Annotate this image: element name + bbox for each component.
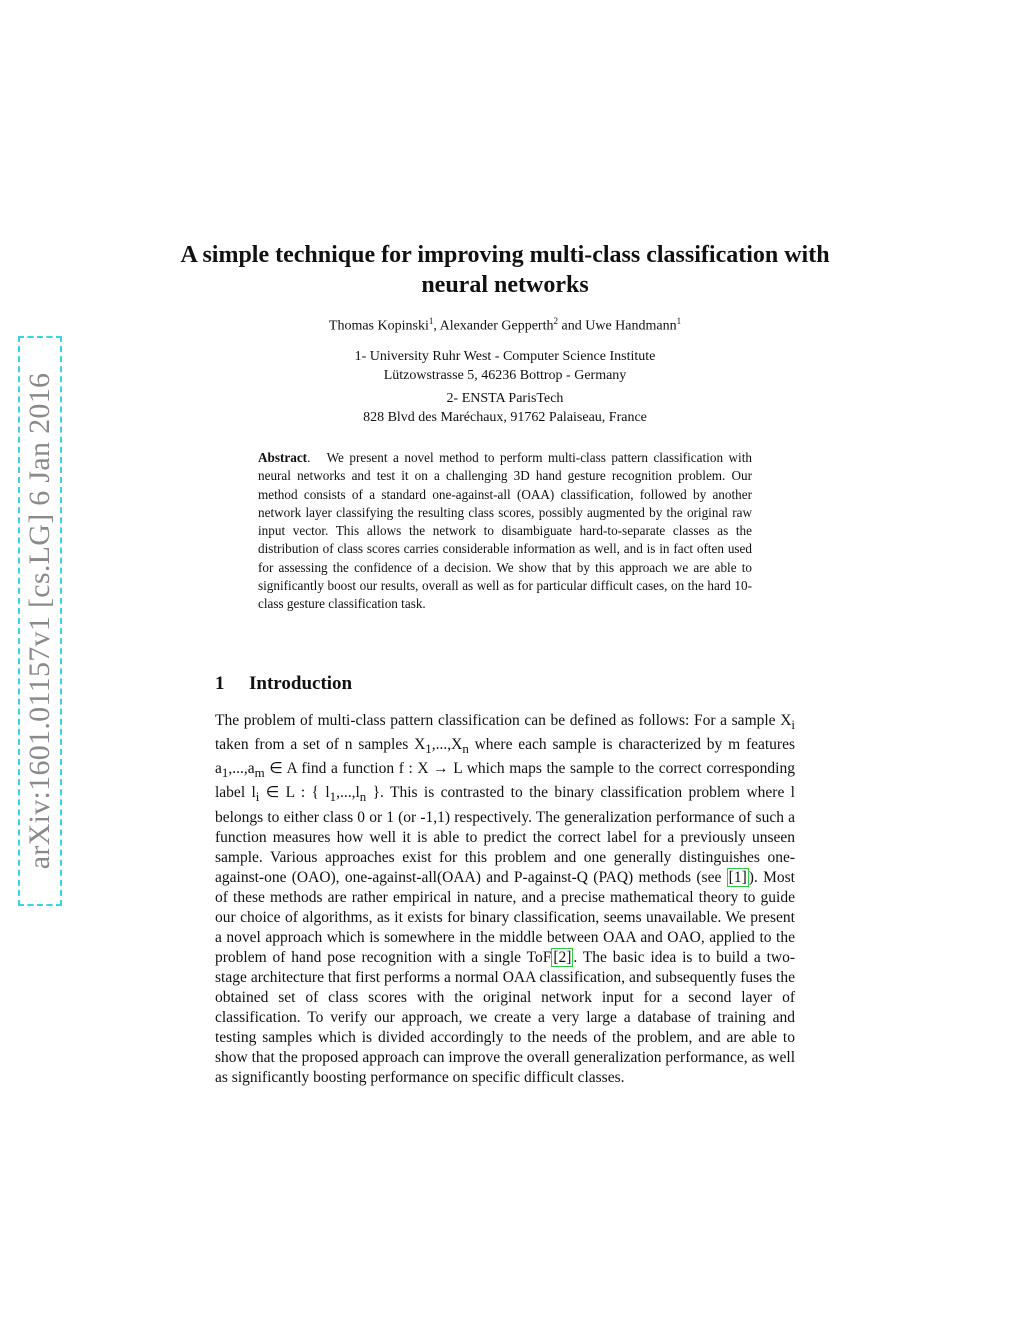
- subscript: n: [462, 741, 469, 757]
- abstract-label: Abstract: [258, 450, 308, 465]
- affiliation-institution: 2- ENSTA ParisTech: [446, 391, 564, 406]
- subscript: m: [254, 765, 265, 781]
- subscript: 1: [425, 741, 432, 757]
- subscript: 1: [221, 765, 229, 781]
- text-run: ∈ L : { l: [259, 784, 330, 802]
- affiliation-marker: 2: [553, 316, 558, 326]
- text-run: ,...,X: [431, 736, 463, 754]
- arxiv-identifier: arXiv:1601.01157v1 [cs.LG] 6 Jan 2016: [23, 372, 56, 870]
- text-run: ). Most of these methods are rather empirical in nature, and a precise mathematical theory to guide our choice of algorithms, as it exists for binary classification, seems unavailable. We present a novel approach which is somewhere in the middle between OAA and OAO, applied to the problem of hand pose recognition with a single ToF: [215, 868, 795, 966]
- affiliation-address: Lützowstrasse 5, 46236 Bottrop - Germany: [383, 368, 627, 383]
- author-name: Thomas Kopinski: [328, 318, 429, 334]
- text-run: taken from a set of n samples X: [215, 736, 426, 754]
- text-run: . The basic idea is to build a two-stage architecture that first performs a normal OAA classification, and subsequently fuses the obtained set of class scores with the original network input for a second layer of classification. To verify our approach, we create a very large a database of training and testing samples which is divided accordingly to the needs of the problem, and are able to show that the proposed approach can improve the overall generalization performance, as well as significantly boosting performance on specific difficult classes.: [215, 948, 795, 1087]
- section-heading: [215, 673, 795, 695]
- paper-title: A simple technique for improving multi-class classification with neural networks: [180, 242, 830, 298]
- author-name: Alexander Gepperth: [439, 318, 554, 334]
- subscript: 1: [329, 789, 337, 805]
- subscript: n: [359, 789, 367, 805]
- section-title: Introduction: [249, 673, 353, 694]
- text-run: }. This is contrasted to the binary classification problem where l belongs to either class 0 or 1 (or -1,1) respectively. The generalization performance of such a function measures how well it is able to predict the correct label for a previously unseen sample. Various approaches exist for this problem and one generally distinguishes one-against-one (OAO), one-against-all(OAA) and P-against-Q (PAQ) methods (see: [215, 784, 795, 886]
- author-conjunction: and: [561, 318, 582, 334]
- abstract-text: We present a novel method to perform multi-class pattern classification with neural networks and test it on a challenging 3D hand gesture recognition problem. Our method consists of a standard one-against-all (OAA) classification, followed by another network layer classifying the resulting class scores, possibly augmented by the original raw input vector. This allows the network to disambiguate hard-to-separate classes as the distribution of class scores carries considerable information as well, and is in fact often used for assessing the confidence of a decision. We show that by this approach we are able to significantly boost our results, overall as well as for particular difficult cases, on the hard 10-class gesture classification task.: [258, 450, 752, 612]
- citation-link[interactable]: [1]: [728, 868, 747, 886]
- affiliation-address: 828 Blvd des Maréchaux, 91762 Palaiseau, France: [363, 410, 647, 425]
- author-name: Uwe Handmann: [585, 318, 677, 334]
- affiliation-2: [180, 389, 830, 427]
- affiliation-marker: 1: [428, 316, 434, 326]
- introduction-paragraph: [215, 711, 795, 1088]
- text-run: ,...,a: [228, 760, 255, 778]
- affiliation-marker: 1: [676, 316, 682, 326]
- arxiv-stamp: [18, 336, 62, 906]
- affiliation-1: [180, 347, 830, 385]
- subscript: i: [791, 717, 795, 733]
- text-run: where each sample is characterized by m features a: [215, 736, 795, 778]
- citation-link[interactable]: [2]: [553, 948, 572, 966]
- text-run: ,...,l: [336, 784, 360, 802]
- section-number: 1: [215, 673, 225, 694]
- text-run: ∈ A find a function f : X → L which maps the sample to the correct corresponding label l: [215, 760, 795, 802]
- author-line: Thomas Kopinski$^1$, Alexander Gepperth$^2$ and Uwe Handmann$^1$: [328, 316, 682, 334]
- text-run: The problem of multi-class pattern classification can be defined as follows: For a sample X: [215, 712, 792, 729]
- abstract: Abstract. We present a novel method to perform multi-class pattern classification with neural networks and test it on a challenging 3D hand gesture recognition problem. Our method consists of a standard one-against-all (OAA) classification, followed by another network layer classifying the resulting class scores, possibly augmented by the original raw input vector. This allows the network to disambiguate hard-to-separate classes as the distribution of class scores carries considerable information as well, and is in fact often used for assessing the confidence of a decision. We show that by this approach we are able to significantly boost our results, overall as well as for particular difficult cases, on the hard 10-class gesture classification task.: [258, 450, 752, 612]
- affiliation-institution: 1- University Ruhr West - Computer Science Institute: [354, 349, 656, 364]
- subscript: i: [255, 789, 260, 805]
